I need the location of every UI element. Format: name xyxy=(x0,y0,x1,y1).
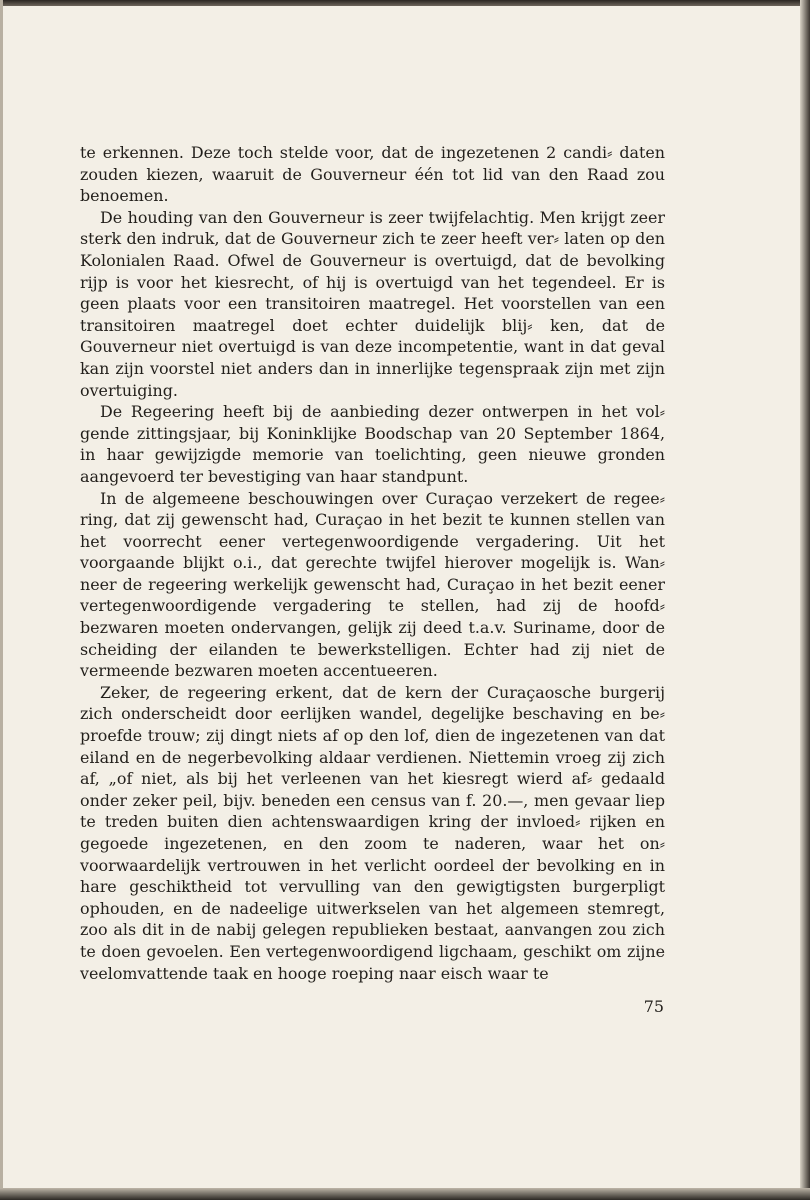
page-number: 75 xyxy=(643,997,664,1016)
paragraph-2: De houding van den Gouverneur is zeer twijfelachtig. Men krijgt zeer sterk den indruk, dat de Gouverneur zich te zeer heeft ver⸗ laten op den Kolonialen Raad. Ofwel de Gouverneur is overtuigd, dat de bevolking rijp is voor het kiesrecht, of hij is overtuigd van het tegendeel. Er is geen plaats voor een transitoiren maatregel. Het voorstellen van een transitoiren maatregel doet echter duidelijk blij⸗ ken, dat de Gouverneur niet overtuigd is van deze incompetentie, want in dat geval kan zijn voorstel niet anders dan in innerlijke tegenspraak zijn met zijn overtuiging. xyxy=(80,207,665,400)
page-edge-left xyxy=(0,0,3,1200)
page-edge-bottom xyxy=(0,1188,810,1200)
paragraph-1: te erkennen. Deze toch stelde voor, dat de ingezetenen 2 candi⸗ daten zouden kiezen, waaruit de Gouverneur één tot lid van den Raad zou benoemen. xyxy=(80,143,665,206)
page-edge-right xyxy=(800,0,810,1200)
paragraph-4: In de algemeene beschouwingen over Curaçao verzekert de regee⸗ ring, dat zij gewenscht had, Curaçao in het bezit te kunnen stellen van het voorrecht eener vertegenwoordigende vergadering. Uit het voorgaande blijkt o.i., dat gerechte twijfel hierover mogelijk is. Wan⸗ neer de regeering werkelijk gewenscht had, Curaçao in het bezit eener vertegenwoordigende vergadering te stellen, had zij de hoofd⸗ bezwaren moeten ondervangen, gelijk zij deed t.a.v. Suriname, door de scheiding der eilanden te bewerkstelligen. Echter had zij niet de vermeende bezwaren moeten accentueeren. xyxy=(80,488,665,681)
paragraph-5: Zeker, de regeering erkent, dat de kern der Curaçaosche burgerij zich onderscheidt door eerlijken wandel, degelijke beschaving en be⸗ proefde trouw; zij dingt niets af op den lof, dien de ingezetenen van dat eiland en de negerbevolking aldaar verdienen. Niettemin vroeg zij zich af, „of niet, als bij het verleenen van het kiesregt wierd af⸗ gedaald onder zeker peil, bijv. beneden een census van f. 20.—, men gevaar liep te treden buiten dien achtenswaardigen kring der invloed⸗ rijken en gegoede ingezetenen, en den zoom te naderen, waar het on⸗ voorwaardelijk vertrouwen in het verlicht oordeel der bevolking en in hare geschiktheid tot vervulling van den gewigtigsten burgerpligt ophouden, en de nadeelige uitwerkselen van het algemeen stemregt, zoo als dit in de nabij gelegen republieken bestaat, aanvangen zou zich te doen gevoelen. Een vertegenwoordigend ligchaam, geschikt om zijne veelomvattende taak en hooge roeping naar eisch waar te xyxy=(80,682,665,983)
paragraph-3: De Regeering heeft bij de aanbieding dezer ontwerpen in het vol⸗ gende zittingsjaar, bij Koninklijke Boodschap van 20 September 1864, in haar gewijzigde memorie van toelichting, geen nieuwe gronden aangevoerd ter bevestiging van haar standpunt. xyxy=(80,402,665,486)
page-edge-top xyxy=(0,0,810,6)
body-text xyxy=(80,142,665,984)
